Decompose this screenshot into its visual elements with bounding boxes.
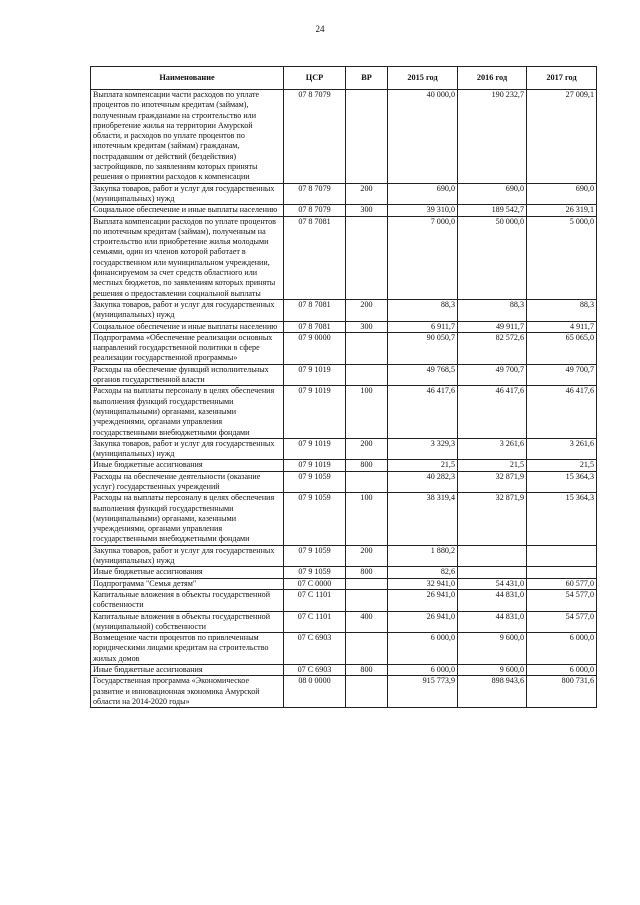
- header-name: Наименование: [91, 67, 284, 90]
- table-row: [91, 589, 597, 611]
- table-row: [91, 90, 597, 184]
- row-vr: [346, 589, 388, 611]
- row-csr: 07 C 0000: [284, 578, 346, 589]
- row-csr: 07 8 7081: [284, 216, 346, 299]
- row-name: Капитальные вложения в объекты государственной (муниципальной) собственности: [91, 611, 284, 633]
- row-2016: 3 261,6: [458, 438, 527, 460]
- row-2015: 3 329,3: [388, 438, 458, 460]
- table-row: [91, 386, 597, 438]
- row-2016: 690,0: [458, 183, 527, 205]
- row-vr: [346, 676, 388, 708]
- row-csr: 07 8 7081: [284, 321, 346, 332]
- row-2015: 40 000,0: [388, 90, 458, 184]
- row-2015: 46 417,6: [388, 386, 458, 438]
- row-name: Возмещение части процентов по привлеченным юридическими лицами кредитам на строительство жилых домов: [91, 633, 284, 665]
- table-row: [91, 205, 597, 216]
- row-csr: 08 0 0000: [284, 676, 346, 708]
- row-vr: 200: [346, 438, 388, 460]
- row-2017: 6 000,0: [527, 633, 597, 665]
- row-vr: 200: [346, 183, 388, 205]
- row-vr: 100: [346, 493, 388, 545]
- header-2016: 2016 год: [458, 67, 527, 90]
- row-name: Закупка товаров, работ и услуг для государственных (муниципальных) нужд: [91, 545, 284, 567]
- row-2016: 898 943,6: [458, 676, 527, 708]
- row-2017: 5 000,0: [527, 216, 597, 299]
- row-2017: 21,5: [527, 460, 597, 471]
- row-2016: 50 000,0: [458, 216, 527, 299]
- row-csr: 07 C 6903: [284, 633, 346, 665]
- table-row: [91, 438, 597, 460]
- row-name: Закупка товаров, работ и услуг для государственных (муниципальных) нужд: [91, 183, 284, 205]
- row-2017: 6 000,0: [527, 665, 597, 676]
- row-name: Капитальные вложения в объекты государственной собственности: [91, 589, 284, 611]
- row-vr: 800: [346, 460, 388, 471]
- row-name: Социальное обеспечение и иные выплаты населению: [91, 205, 284, 216]
- row-name: Иные бюджетные ассигнования: [91, 567, 284, 578]
- row-2016: 44 831,0: [458, 589, 527, 611]
- row-vr: [346, 216, 388, 299]
- row-csr: 07 8 7079: [284, 90, 346, 184]
- row-vr: 100: [346, 386, 388, 438]
- row-2017: 60 577,0: [527, 578, 597, 589]
- row-csr: 07 9 1019: [284, 386, 346, 438]
- row-2016: 54 431,0: [458, 578, 527, 589]
- table-body: [91, 90, 597, 708]
- row-2015: 49 768,5: [388, 364, 458, 386]
- row-2017: 4 911,7: [527, 321, 597, 332]
- row-2016: 44 831,0: [458, 611, 527, 633]
- table-row: [91, 216, 597, 299]
- table-row: [91, 545, 597, 567]
- table-row: [91, 567, 597, 578]
- row-name: Закупка товаров, работ и услуг для государственных (муниципальных) нужд: [91, 299, 284, 321]
- row-2015: 21,5: [388, 460, 458, 471]
- row-csr: 07 C 6903: [284, 665, 346, 676]
- page-number: 24: [315, 24, 325, 34]
- row-2017: 690,0: [527, 183, 597, 205]
- row-2015: 82,6: [388, 567, 458, 578]
- row-name: Закупка товаров, работ и услуг для государственных (муниципальных) нужд: [91, 438, 284, 460]
- row-2016: 49 700,7: [458, 364, 527, 386]
- row-csr: 07 9 1019: [284, 460, 346, 471]
- row-name: Расходы на обеспечение деятельности (оказание услуг) государственных учреждений: [91, 471, 284, 493]
- table-row: [91, 493, 597, 545]
- header-2015: 2015 год: [388, 67, 458, 90]
- row-2015: 26 941,0: [388, 589, 458, 611]
- row-2017: 46 417,6: [527, 386, 597, 438]
- row-2016: 9 600,0: [458, 633, 527, 665]
- table-row: [91, 471, 597, 493]
- row-2017: 3 261,6: [527, 438, 597, 460]
- row-2016: [458, 545, 527, 567]
- row-2017: 88,3: [527, 299, 597, 321]
- row-2017: [527, 567, 597, 578]
- row-csr: 07 9 1059: [284, 567, 346, 578]
- row-vr: 400: [346, 611, 388, 633]
- table-row: [91, 299, 597, 321]
- row-2015: 1 880,2: [388, 545, 458, 567]
- table-header-row: [91, 67, 597, 90]
- table-row: [91, 676, 597, 708]
- row-2017: 65 065,0: [527, 332, 597, 364]
- table-row: [91, 578, 597, 589]
- row-2015: 690,0: [388, 183, 458, 205]
- row-2016: 32 871,9: [458, 493, 527, 545]
- row-csr: 07 9 1059: [284, 471, 346, 493]
- row-2017: 27 009,1: [527, 90, 597, 184]
- header-2017: 2017 год: [527, 67, 597, 90]
- row-2015: 6 000,0: [388, 665, 458, 676]
- table-row: [91, 611, 597, 633]
- row-vr: [346, 633, 388, 665]
- row-csr: 07 9 1059: [284, 545, 346, 567]
- row-2016: 21,5: [458, 460, 527, 471]
- row-2017: 54 577,0: [527, 611, 597, 633]
- table-row: [91, 665, 597, 676]
- row-2017: 49 700,7: [527, 364, 597, 386]
- row-vr: 800: [346, 567, 388, 578]
- row-name: Подпрограмма «Обеспечение реализации основных направлений государственной политики в сфере реализации государственной программы»: [91, 332, 284, 364]
- row-csr: 07 8 7081: [284, 299, 346, 321]
- row-vr: [346, 364, 388, 386]
- header-vr: ВР: [346, 67, 388, 90]
- row-2015: 26 941,0: [388, 611, 458, 633]
- row-2016: 88,3: [458, 299, 527, 321]
- row-2016: 46 417,6: [458, 386, 527, 438]
- table-row: [91, 633, 597, 665]
- row-2017: 800 731,6: [527, 676, 597, 708]
- row-name: Расходы на обеспечение функций исполнительных органов государственной власти: [91, 364, 284, 386]
- row-csr: 07 C 1101: [284, 611, 346, 633]
- row-2015: 6 000,0: [388, 633, 458, 665]
- row-2016: 82 572,6: [458, 332, 527, 364]
- row-name: Расходы на выплаты персоналу в целях обеспечения выполнения функций государственными (муниципальными) органами, казенными учреждениями, органами управления государственными внебюджетными фондами: [91, 386, 284, 438]
- row-vr: [346, 90, 388, 184]
- row-name: Государственная программа «Экономическое развитие и инновационная экономика Амурской области на 2014-2020 годы»: [91, 676, 284, 708]
- row-csr: 07 9 1019: [284, 364, 346, 386]
- row-2015: 39 310,0: [388, 205, 458, 216]
- row-vr: 200: [346, 545, 388, 567]
- row-vr: 200: [346, 299, 388, 321]
- row-2015: 6 911,7: [388, 321, 458, 332]
- row-2017: 26 319,1: [527, 205, 597, 216]
- table-row: [91, 332, 597, 364]
- row-vr: [346, 332, 388, 364]
- row-name: Иные бюджетные ассигнования: [91, 665, 284, 676]
- table-row: [91, 321, 597, 332]
- budget-table-container: [90, 66, 596, 708]
- row-vr: 800: [346, 665, 388, 676]
- row-2017: 15 364,3: [527, 471, 597, 493]
- row-2015: 32 941,0: [388, 578, 458, 589]
- row-2015: 90 050,7: [388, 332, 458, 364]
- row-csr: 07 9 1019: [284, 438, 346, 460]
- row-vr: 300: [346, 321, 388, 332]
- row-2017: [527, 545, 597, 567]
- row-csr: 07 9 1059: [284, 493, 346, 545]
- row-name: Выплата компенсации части расходов по уплате процентов по ипотечным кредитам (займам), полученным гражданами на строительство или приобретение жилья на территории Амурской области, и расходов по уплате процентов по ипотечным кредитам (займам) гражданам, пострадавшим от действий (бездействия) застройщиков, по заявлениям которых приняты решения о принятии расходов к компенсации: [91, 90, 284, 184]
- row-2015: 40 282,3: [388, 471, 458, 493]
- row-name: Расходы на выплаты персоналу в целях обеспечения выполнения функций государственными (муниципальными) органами, казенными учреждениями, органами управления государственными внебюджетными фондами: [91, 493, 284, 545]
- row-vr: 300: [346, 205, 388, 216]
- row-2017: 54 577,0: [527, 589, 597, 611]
- row-2015: 7 000,0: [388, 216, 458, 299]
- row-2016: [458, 567, 527, 578]
- table-row: [91, 460, 597, 471]
- row-2016: 189 542,7: [458, 205, 527, 216]
- budget-table: [90, 66, 597, 708]
- row-2015: 38 319,4: [388, 493, 458, 545]
- header-csr: ЦСР: [284, 67, 346, 90]
- row-csr: 07 9 0000: [284, 332, 346, 364]
- row-2016: 9 600,0: [458, 665, 527, 676]
- row-csr: 07 8 7079: [284, 205, 346, 216]
- row-2015: 88,3: [388, 299, 458, 321]
- row-name: Выплата компенсации расходов по уплате процентов по ипотечным кредитам (займам), полученным на строительство или приобретение жилья молодыми семьями, один из членов которой работает в государственном или муниципальном учреждении, финансируемом за счет средств областного или местных бюджетов, по заявлениям которых приняты решения о предоставлении социальной выплаты: [91, 216, 284, 299]
- row-name: Социальное обеспечение и иные выплаты населению: [91, 321, 284, 332]
- table-row: [91, 364, 597, 386]
- row-name: Подпрограмма "Семья детям": [91, 578, 284, 589]
- row-2015: 915 773,9: [388, 676, 458, 708]
- row-vr: [346, 578, 388, 589]
- row-2017: 15 364,3: [527, 493, 597, 545]
- row-2016: 190 232,7: [458, 90, 527, 184]
- row-csr: 07 C 1101: [284, 589, 346, 611]
- row-csr: 07 8 7079: [284, 183, 346, 205]
- row-vr: [346, 471, 388, 493]
- row-2016: 49 911,7: [458, 321, 527, 332]
- row-name: Иные бюджетные ассигнования: [91, 460, 284, 471]
- table-row: [91, 183, 597, 205]
- row-2016: 32 871,9: [458, 471, 527, 493]
